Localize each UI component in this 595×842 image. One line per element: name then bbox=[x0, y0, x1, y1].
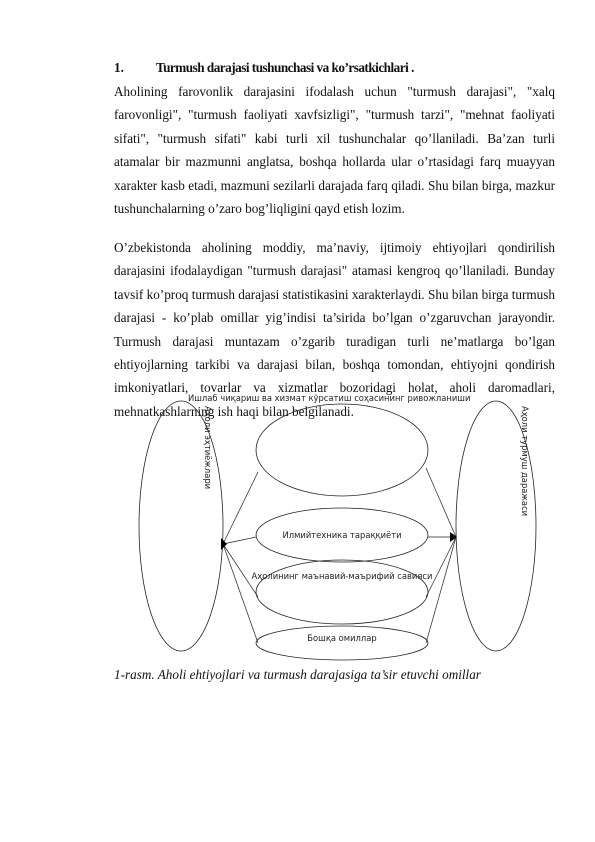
factors-diagram bbox=[130, 392, 550, 668]
factor-ellipse-production bbox=[256, 404, 428, 496]
factor-ellipse-spiritual bbox=[256, 560, 428, 624]
factor-label-spiritual: Аҳолининг маънавий-маърифий савияси bbox=[251, 571, 433, 581]
section-number: 1. bbox=[114, 60, 124, 75]
factor-label-production: Ишлаб чиқариш ва хизмат кўрсатиш соҳасининг ривожланиши bbox=[188, 393, 471, 403]
left-connectors bbox=[223, 472, 258, 643]
living-standard-label: Аҳоли турмуш даражаси bbox=[520, 406, 530, 517]
factor-label-other: Бошқа омиллар bbox=[307, 633, 377, 643]
figure-caption: 1-rasm. Aholi ehtiyojlari va turmush darajasiga ta’sir etuvchi omillar bbox=[114, 667, 481, 682]
needs-label: Аҳоли эҳтиёжлари bbox=[203, 406, 213, 490]
factor-ellipse-other bbox=[256, 626, 428, 660]
section-heading bbox=[114, 56, 555, 79]
paragraph-1 bbox=[114, 80, 555, 220]
section-title: Turmush darajasi tushunchasi va ko’rsatkichlari . bbox=[156, 60, 414, 75]
factor-label-scitech: Илмийтехника тараққиёти bbox=[282, 530, 402, 540]
paragraph-2-text: O’zbekistonda aholining moddiy, ma’naviy, ijtimoiy ehtiyojlari qondirilish darajasini ifodalaydigan "turmush darajasi" atamasi kengroq qo’llaniladi. Bunday tavsif ko’proq turmush darajasi statistikasini xarakterlaydi. Shu bilan birga turmush darajasi - ko’plab omillar yig’indisi ta’sirida bo’lgan o’zgaruvchan jarayondir. Turmush darajasi muntazam o’zgarib turadigan turli ne’matlarga bo’lgan ehtiyojlarning tarkibi va darajasi bilan, boshqa tomondan, ehtiyojni qondirish imkoniyatlari, tovarlar va xizmatlar bozoridagi holat, aholi daromadlari, mehnatkashlarning ish haqi bilan belgilanadi. bbox=[114, 240, 555, 419]
right-connectors bbox=[426, 468, 456, 643]
paragraph-1-text: Aholining farovonlik darajasini ifodalash uchun "turmush darajasi", "xalq farovonligi", "turmush faoliyati xavfsizligi", "turmush tarzi", "mehnat faoliyati sifati", "turmush sifati" kabi turli xil tushunchalar qo’llaniladi. Ba’zan turli atamalar bir mazmunni anglatsa, boshqa hollarda ular o’rtasidagi farq muayyan xarakter kasb etadi, mazmuni sezilarli darajada farq qiladi. Shu bilan birga, mazkur tushunchalarning o’zaro bog’liqligini qayd etish lozim. bbox=[114, 84, 555, 217]
